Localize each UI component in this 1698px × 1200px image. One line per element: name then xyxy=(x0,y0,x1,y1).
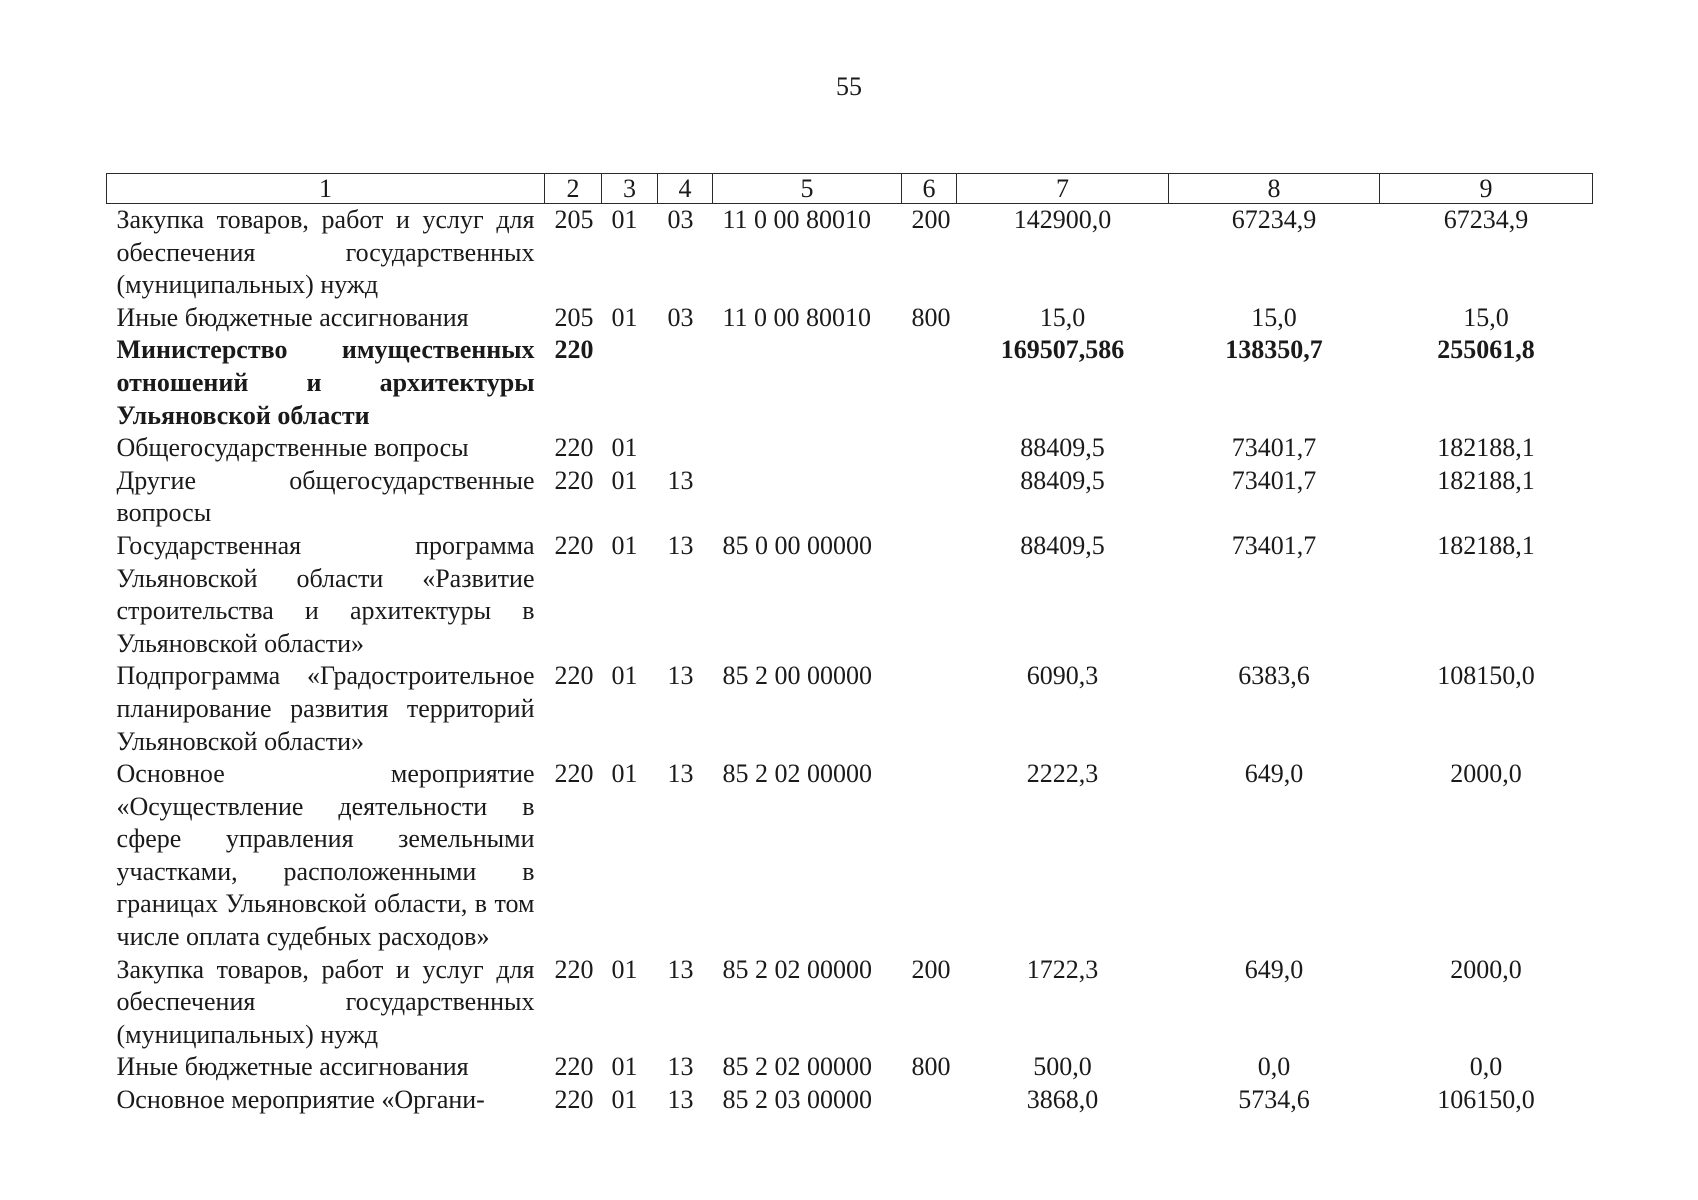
cell-expense-type: 800 xyxy=(911,302,951,332)
cell-amount-8: 6383,6 xyxy=(1238,661,1310,691)
cell-subsection: 13 xyxy=(667,661,694,691)
header-row xyxy=(107,174,1593,204)
cell-amount-9: 182188,1 xyxy=(1437,433,1535,463)
cell-target-article: 85 2 02 00000 xyxy=(722,759,872,789)
cell-amount-8: 15,0 xyxy=(1251,302,1297,332)
cell-subsection: 13 xyxy=(667,759,694,789)
column-header-1: 1 xyxy=(107,174,545,204)
cell-amount-8: 5734,6 xyxy=(1238,1085,1310,1115)
cell-ministry-code: 220 xyxy=(554,954,594,984)
row-name: Министерство имущественных отношений и архитектуры Ульяновской области xyxy=(116,335,535,430)
cell-ministry-code: 205 xyxy=(554,302,594,332)
column-header-9: 9 xyxy=(1380,174,1593,204)
cell-subsection: 13 xyxy=(667,530,694,560)
row-name: Иные бюджетные ассигнования xyxy=(116,302,469,332)
cell-amount-7: 15,0 xyxy=(1039,302,1086,332)
cell-subsection: 13 xyxy=(667,954,694,984)
cell-expense-type xyxy=(902,530,957,660)
cell-expense-type xyxy=(902,1084,957,1117)
row-name: Государственная программа Ульяновской области «Развитие строительства и архитектуры в Ульяновской области» xyxy=(116,530,535,658)
table-header xyxy=(107,174,1593,204)
cell-section: 01 xyxy=(611,433,638,463)
table-row xyxy=(107,1084,1593,1117)
cell-section: 01 xyxy=(611,954,638,984)
row-name: Другие общегосударственные вопросы xyxy=(116,465,535,528)
cell-ministry-code: 220 xyxy=(554,1085,594,1115)
cell-ministry-code: 220 xyxy=(554,465,594,495)
row-name: Общегосударственные вопросы xyxy=(116,433,469,463)
cell-amount-7: 2222,3 xyxy=(1026,759,1099,789)
cell-section xyxy=(602,334,658,432)
row-name: Закупка товаров, работ и услуг для обеспечения государственных (муниципальных) нужд xyxy=(116,205,535,300)
column-header-6: 6 xyxy=(902,174,957,204)
cell-target-article xyxy=(713,465,902,530)
cell-target-article: 85 0 00 00000 xyxy=(722,530,872,560)
cell-amount-9: 106150,0 xyxy=(1437,1085,1535,1115)
cell-target-article xyxy=(713,334,902,432)
cell-amount-7: 169507,586 xyxy=(1000,335,1125,365)
cell-subsection: 13 xyxy=(667,465,694,495)
cell-amount-8: 138350,7 xyxy=(1225,335,1323,365)
cell-ministry-code: 220 xyxy=(554,661,594,691)
table-row xyxy=(107,954,1593,1052)
row-name: Закупка товаров, работ и услуг для обеспечения государственных (муниципальных) нужд xyxy=(116,954,535,1049)
cell-subsection: 13 xyxy=(667,1085,694,1115)
cell-section: 01 xyxy=(611,530,638,560)
cell-amount-9: 255061,8 xyxy=(1437,335,1535,365)
cell-subsection: 03 xyxy=(667,205,694,234)
cell-amount-8: 73401,7 xyxy=(1231,433,1317,463)
cell-amount-7: 88409,5 xyxy=(1020,530,1105,560)
cell-ministry-code: 220 xyxy=(554,759,594,789)
table-row xyxy=(107,432,1593,465)
table-row xyxy=(107,302,1593,335)
cell-target-article: 85 2 02 00000 xyxy=(722,1052,872,1082)
row-name: Основное мероприятие «Органи- xyxy=(116,1085,485,1115)
column-header-4: 4 xyxy=(658,174,713,204)
cell-amount-9: 15,0 xyxy=(1463,302,1509,332)
cell-section: 01 xyxy=(611,302,638,332)
cell-ministry-code: 220 xyxy=(554,335,594,365)
cell-target-article: 11 0 00 80010 xyxy=(722,205,872,234)
cell-amount-9: 182188,1 xyxy=(1437,530,1535,560)
cell-amount-9: 0,0 xyxy=(1469,1052,1503,1082)
table-row xyxy=(107,465,1593,530)
cell-amount-7: 500,0 xyxy=(1033,1052,1092,1082)
column-header-8: 8 xyxy=(1169,174,1380,204)
cell-section: 01 xyxy=(611,1085,638,1115)
cell-section: 01 xyxy=(611,1052,638,1082)
table-row-ministry xyxy=(107,334,1593,432)
cell-section: 01 xyxy=(611,465,638,495)
cell-expense-type xyxy=(902,660,957,758)
budget-table xyxy=(106,173,1593,1117)
cell-section: 01 xyxy=(611,661,638,691)
cell-amount-8: 0,0 xyxy=(1257,1052,1291,1082)
cell-expense-type xyxy=(902,432,957,465)
cell-section: 01 xyxy=(611,205,638,234)
cell-ministry-code: 220 xyxy=(554,1052,594,1082)
cell-amount-7: 88409,5 xyxy=(1020,465,1105,495)
table-row xyxy=(107,530,1593,660)
cell-subsection xyxy=(658,334,713,432)
row-name: Подпрограмма «Градостроительное планирование развития территорий Ульяновской области» xyxy=(116,661,535,756)
cell-ministry-code: 220 xyxy=(554,530,594,560)
cell-subsection: 03 xyxy=(667,302,694,332)
cell-amount-7: 142900,0 xyxy=(1013,205,1112,234)
cell-amount-7: 3868,0 xyxy=(1026,1085,1099,1115)
cell-ministry-code: 205 xyxy=(554,205,594,234)
cell-target-article xyxy=(713,432,902,465)
table-row xyxy=(107,204,1593,302)
cell-expense-type xyxy=(902,465,957,530)
row-name: Иные бюджетные ассигнования xyxy=(116,1052,469,1082)
cell-ministry-code: 220 xyxy=(554,433,594,463)
cell-amount-8: 73401,7 xyxy=(1231,465,1317,495)
cell-amount-7: 1722,3 xyxy=(1026,954,1099,984)
cell-expense-type: 800 xyxy=(911,1052,951,1082)
cell-target-article: 85 2 02 00000 xyxy=(722,954,872,984)
column-header-3: 3 xyxy=(602,174,658,204)
row-name: Основное мероприятие «Осуществление деятельности в сфере управления земельными участками, расположенными в границах Ульяновской области, в том числе оплата судебных расходов» xyxy=(116,759,535,952)
cell-target-article: 85 2 03 00000 xyxy=(722,1085,872,1115)
table-body xyxy=(107,204,1593,1117)
cell-subsection xyxy=(658,432,713,465)
cell-expense-type xyxy=(902,758,957,954)
cell-amount-7: 88409,5 xyxy=(1020,433,1105,463)
cell-amount-9: 2000,0 xyxy=(1450,759,1522,789)
table-row xyxy=(107,660,1593,758)
cell-amount-8: 73401,7 xyxy=(1231,530,1317,560)
cell-expense-type xyxy=(902,334,957,432)
cell-amount-9: 108150,0 xyxy=(1437,661,1535,691)
cell-amount-9: 182188,1 xyxy=(1437,465,1535,495)
cell-section: 01 xyxy=(611,759,638,789)
cell-expense-type: 200 xyxy=(911,954,951,984)
table-row xyxy=(107,758,1593,954)
cell-amount-9: 2000,0 xyxy=(1450,954,1522,984)
table-row xyxy=(107,1051,1593,1084)
column-header-2: 2 xyxy=(545,174,602,204)
cell-target-article: 85 2 00 00000 xyxy=(722,661,872,691)
cell-subsection: 13 xyxy=(667,1052,694,1082)
column-header-7: 7 xyxy=(957,174,1169,204)
cell-amount-7: 6090,3 xyxy=(1026,661,1099,691)
cell-amount-8: 67234,9 xyxy=(1231,205,1317,234)
cell-expense-type: 200 xyxy=(911,205,951,234)
page-number: 55 xyxy=(836,72,862,101)
cell-amount-9: 67234,9 xyxy=(1443,205,1529,234)
cell-amount-8: 649,0 xyxy=(1244,759,1304,789)
cell-amount-8: 649,0 xyxy=(1244,954,1304,984)
column-header-5: 5 xyxy=(713,174,902,204)
cell-target-article: 11 0 00 80010 xyxy=(722,302,872,332)
